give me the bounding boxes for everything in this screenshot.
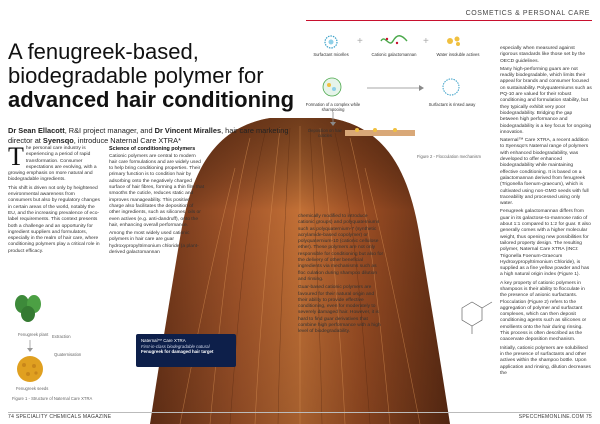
col2-heading: Science of conditioning polymers: [109, 146, 196, 152]
complex-formation-icon: [319, 76, 345, 98]
hair-cuticle-icon: [345, 126, 415, 138]
title-line-2: biodegradable polymer for: [8, 63, 264, 88]
header-rule: [306, 20, 592, 21]
column-3: [298, 214, 384, 338]
arrow-down-icon: [26, 340, 34, 352]
byline-mid: , R&I project manager, and: [64, 126, 155, 135]
fenugreek-leaf-icon: [12, 294, 44, 324]
callout-line-2: First-in-class biodegradable natural: [141, 343, 210, 349]
col3-paragraph-2: Guar-based cationic polymers are favoured for their natural origin and their ability to provide effective conditioning, even for moderately to severely damaged hair. However, it is hard to find guar derivatives that combine high performance with a high level of biodegradability.: [298, 285, 381, 335]
byline-company: Syensqo: [42, 135, 74, 145]
col2-paragraph-2: Among the most widely used cationic polymers in hair care are guar hydroxypropyltrimonium chloride (a plant-derived galactomannan: [109, 231, 199, 256]
figure-2-caption: Figure 2 - Flocculation mechanism: [417, 154, 482, 159]
column-4: [500, 46, 592, 379]
col4-paragraph-4: Fenugreek galactomannan differs from guar in its galactose-to-mannose ratio of about 1:1 compared to 1:2 for guar. It also generally comes with a higher molecular weight, thus opening new possibilities for tailored property design. The resulting polymer, Naternal Care XTRA (INCI: Trigonella Foenum-Graecum Hydroxypropyltrimonium Chloride), is supplied as a fine yellow powder and has a high natural origin index (Figure 1).: [500, 209, 591, 278]
cationic-galactomannan-icon: [379, 32, 409, 50]
fenugreek-seeds-icon: [12, 354, 48, 384]
callout-line-3: Fenugreek for damaged hair target: [141, 349, 214, 355]
callout-line-1: Naternal™ Care XTRA: [141, 338, 186, 343]
column-2: [109, 146, 205, 258]
label-surfactant-rinsed: Surfactant is rinsed away: [428, 102, 476, 107]
plus-icon: +: [357, 36, 363, 47]
label-quaternisation: Quaternisation: [54, 352, 82, 357]
surfactant-micelle-icon: [323, 34, 339, 50]
title-line-1: A fenugreek-based,: [8, 39, 199, 64]
col1-paragraph-2: This shift is driven not only by heightened environmental awareness from consumers but also by regulatory changes in certain areas of the world, notably the EU, and the increasing prevalence of eco-label requirements. This context presents both a challenge and an opportunity for ingredient suppliers and formulators, especially in the realm of hair care, where conditioning polymers play a critical role in product efficacy.: [8, 185, 100, 254]
label-water-insoluble-actives: Water insoluble actives: [436, 52, 480, 57]
article-title: [8, 40, 298, 112]
col4-paragraph-5: A key property of cationic polymers in shampoos is their ability to flocculate in the presence of anionic surfactants. Flocculation (Figure 2) refers to the aggregation of polymer and surfactant complexes, which can then deposit conditioning agents such as silicones or emollients onto the hair during rinsing. This process is often described as the coacervate deposition mechanism.: [500, 280, 587, 343]
byline-mid-2: , hair care marketing director at: [8, 126, 289, 145]
byline: [8, 126, 298, 145]
plus-icon: +: [423, 36, 429, 47]
col1-paragraph-1: he personal care industry is experiencing a period of rapid transformation. Consumer expectations are evolving, with a growing emphasis on more natural and biodegradable ingredients.: [8, 146, 97, 183]
col4-paragraph-2: Many high-performing guars are not readily biodegradable, which limits their appeal for brands and consumer focused on sustainability. Polyquaterniums such as PQ-10 are valued for their robust conditioning and formulation stability, but they typically exhibit very poor biodegradability. Bridging the gap between high performance and biodegradability is a key focus for ongoing innovation.: [500, 66, 592, 135]
byline-author-1: Dr Sean Ellacott: [8, 126, 65, 135]
figure-1: [8, 290, 148, 406]
col2-paragraph-1: Cationic polymers are central to modern hair care formulations and are widely used to help bring conditioning properties. Their primary function is to condition hair by adsorbing onto the negatively charged surface of hair fibres, forming a thin film that smooths the cuticle, reduces static and improves manageability. This positive charge also facilitates the deposition of other ingredients, such as silicones, oils or even actives (e.g. anti-dandruff), onto the hair, enhancing overall performance.: [109, 153, 205, 228]
water-insoluble-actives-icon: [445, 34, 463, 48]
section-tag: COSMETICS & PERSONAL CARE: [465, 10, 590, 17]
drop-cap: T: [8, 142, 24, 171]
flocculation-diagram: [305, 26, 493, 161]
column-1: [8, 142, 100, 257]
byline-author-2: Dr Vincent Miralles: [154, 126, 222, 135]
arrow-right-icon: [365, 84, 425, 92]
label-fenugreek-plant: Fenugreek plant: [18, 332, 49, 337]
label-cationic-galactomannan: Cationic galactomannan: [371, 52, 417, 57]
footer-right: SPECCHEMONLINE.COM 75: [518, 414, 592, 420]
label-deposition: Deposition on hair cuticles: [308, 128, 342, 138]
footer-left: 74 SPECIALITY CHEMICALS MAGAZINE: [8, 414, 112, 420]
col4-paragraph-6: Initially, cationic polymers are solubilised in the presence of surfactants and other actives within the shampoo bottle. Upon application and rinsing, dilution decreases the: [500, 345, 591, 376]
arrow-down-icon: [329, 112, 337, 126]
label-surfactant-micelles: Surfactant micelles: [313, 52, 349, 57]
col3-paragraph-1: chemically modified to introduce cationic groups) and polyquaterniums such as polyquaternium-7 (synthetic acrylamide-based copolymer) or polyquaternium-10 (cationic cellulose ether). These polymers are not only responsible for conditioning but also for the delivery of other beneficial ingredients via mechanisms such as floc culation during shampoo dilution and rinsing.: [298, 214, 384, 282]
product-callout: [136, 334, 236, 367]
col4-paragraph-3: Naternal™ Care XTRA, a recent addition to Syensqo's Naternal range of polymers with enhanced biodegradability, was developed to offer enhanced biodegradability while maintaining effective conditioning. It is based on a galactomannan derived from fenugreek (Trigonella foenum-graecum), which is cultivated using non-GMO seeds with full traceability and processed using only water.: [500, 138, 589, 207]
label-fenugreek-seeds: Fenugreek seeds: [16, 386, 49, 391]
figure-1-caption: Figure 1 - Structure of Naternal Care XTRA: [12, 396, 93, 401]
bottom-rule: [8, 412, 592, 413]
title-line-3: advanced hair conditioning: [8, 87, 295, 112]
label-extraction: Extraction: [52, 334, 71, 339]
chemical-structure-icon: [452, 296, 494, 336]
col4-paragraph-1: especially when measured against rigorous standards like those set by the OECD guidelines.: [500, 46, 586, 64]
label-complex-formation: Formation of a complex while shampooing: [305, 102, 361, 112]
byline-end: , introduce Naternal Care XTRA*: [73, 135, 181, 145]
surfactant-rinsed-icon: [439, 76, 463, 98]
